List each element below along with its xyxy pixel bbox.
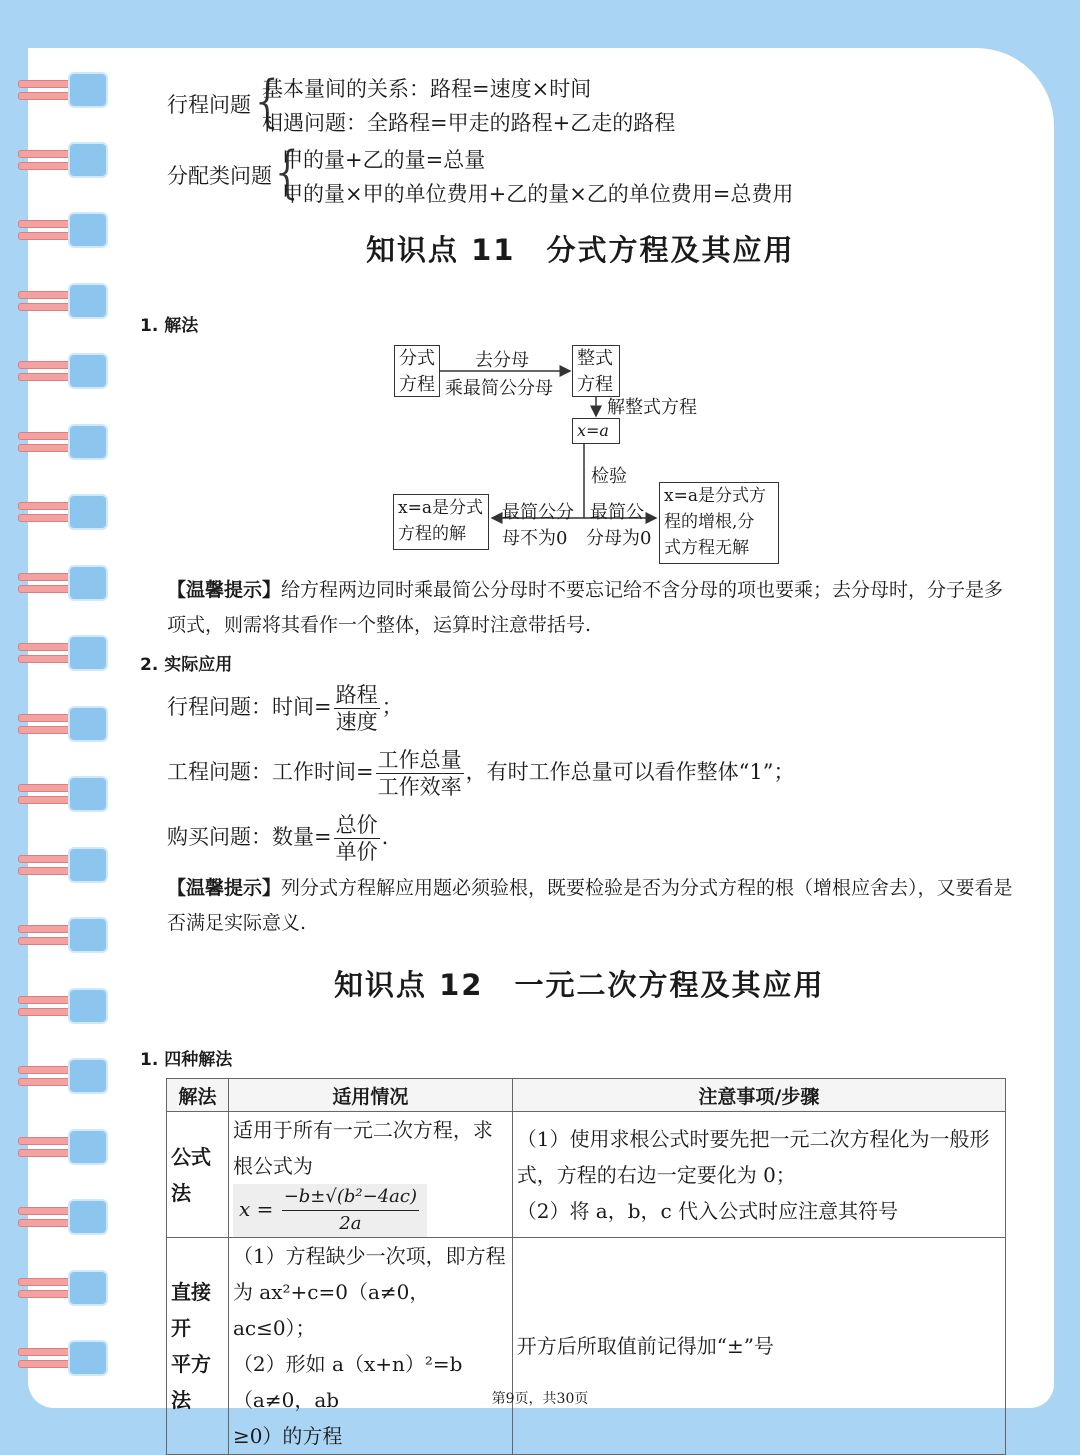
flow-label-check: 检验	[591, 466, 627, 487]
note-formula	[512, 1112, 1005, 1238]
header-case: 适用情况	[228, 1079, 512, 1112]
flow-text: x=a是分式	[398, 498, 483, 518]
brace: {	[250, 69, 286, 134]
ring	[18, 917, 108, 953]
flow-box-polynomial-eq	[572, 345, 620, 397]
flow-text: 式方程无解	[664, 538, 749, 558]
alloc-line-2: 甲的量×甲的单位费用+乙的量×乙的单位费用=总费用	[282, 182, 794, 206]
method-square-root	[167, 1238, 229, 1455]
application-work	[167, 747, 794, 800]
travel-line-1: 基本量间的关系：路程=速度×时间	[262, 77, 592, 101]
note-square-root: 开方后所取值前记得加“±”号	[512, 1238, 1005, 1455]
ring	[18, 776, 108, 812]
numerator: 工作总量	[377, 748, 462, 772]
method-text: 直接开	[171, 1280, 211, 1340]
header-note: 注意事项/步骤	[512, 1079, 1005, 1112]
denominator: 速度	[335, 710, 378, 734]
fraction-lhs: 工程问题：工作时间=	[167, 760, 374, 784]
flow-text: 方程	[577, 374, 613, 395]
numerator: 总价	[335, 813, 378, 837]
fraction	[334, 682, 380, 735]
application-travel	[167, 682, 403, 735]
tip-text: 给方程两边同时乘最简公分母时不要忘记给不含分母的项也要乘；去分母时，分子是多项式，则需将其看作一个整体，运算时注意带括号.	[167, 579, 1004, 636]
ring	[18, 1129, 108, 1165]
fraction	[334, 812, 380, 865]
note-text: 式，方程的右边一定要化为 0；	[516, 1162, 796, 1187]
header-method: 解法	[167, 1079, 229, 1112]
case-text: （2）形如 a（x+n）²=b（a≠0，ab	[232, 1352, 463, 1412]
flow-text: 整式	[577, 348, 613, 369]
flow-label-nonzero-2: 母不为0	[502, 528, 568, 549]
case-text: 适用于所有一元二次方程，求	[232, 1118, 493, 1142]
tip-head: 【温馨提示】	[167, 877, 282, 899]
note-text: （2）将 a，b，c 代入公式时应注意其符号	[516, 1198, 899, 1223]
note-text: （1）使用求根公式时要先把一元二次方程化为一般形	[516, 1126, 990, 1151]
denominator: 单价	[335, 840, 378, 864]
fraction-rhs: ；	[381, 695, 403, 719]
tip-head: 【温馨提示】	[167, 579, 282, 601]
k12-section-1: 1. 四种解法	[140, 1050, 233, 1070]
ring	[18, 847, 108, 883]
fraction-rhs: .	[381, 825, 389, 849]
flow-label-nonzero: 最简公分	[502, 502, 574, 523]
case-square-root	[228, 1238, 512, 1455]
k11-title: 知识点 11 分式方程及其应用	[366, 233, 795, 267]
alloc-line-1: 甲的量+乙的量=总量	[282, 148, 486, 172]
flow-text: 方程的解	[398, 524, 466, 544]
flow-box-extraneous-root	[659, 482, 779, 564]
fraction	[282, 1184, 419, 1237]
case-formula-line	[233, 1148, 508, 1237]
ring	[18, 1199, 108, 1235]
ring	[18, 1058, 108, 1094]
ring	[18, 706, 108, 742]
k11-section-1: 1. 解法	[140, 316, 199, 336]
flow-label-zero-2: 分母为0	[586, 528, 652, 549]
case-text: 为 ax²+c=0（a≠0，ac≤0）；	[232, 1280, 430, 1340]
denominator: 工作效率	[377, 775, 462, 799]
table-header-row	[167, 1079, 1006, 1112]
k11-section-2: 2. 实际应用	[140, 655, 233, 675]
ring	[18, 988, 108, 1024]
flow-box-fractional-eq	[394, 345, 440, 397]
table-row	[167, 1112, 1006, 1238]
alloc-label: 分配类问题	[167, 164, 272, 188]
k12-title: 知识点 12 一元二次方程及其应用	[334, 968, 825, 1002]
method-formula: 公式法	[167, 1112, 229, 1238]
case-text: （1）方程缺少一次项，即方程	[232, 1244, 506, 1268]
numerator: 路程	[335, 683, 378, 707]
flow-label-remove-denom: 去分母	[475, 350, 529, 371]
tip-1	[167, 573, 1017, 643]
travel-line-2: 相遇问题：全路程=甲走的路程+乙走的路程	[262, 111, 676, 135]
travel-label: 行程问题	[167, 93, 251, 117]
fraction-lhs: 购买问题：数量=	[167, 825, 332, 849]
tip-text: 列分式方程解应用题必须验根，既要检验是否为分式方程的根（增根应舍去），又要看是否满足实际意义.	[167, 877, 1013, 934]
table-row	[167, 1238, 1006, 1455]
flow-text: x=a是分式方	[664, 486, 766, 506]
flow-text: 程的增根,分	[664, 512, 755, 532]
ring	[18, 1340, 108, 1376]
flow-label-zero: 最简公	[590, 502, 644, 523]
fraction-lhs: 行程问题：时间=	[167, 695, 332, 719]
flow-label-multiply: 乘最简公分母	[445, 378, 553, 399]
flow-box-solution: x=a	[572, 418, 620, 444]
case-text: ≥0）的方程	[232, 1424, 343, 1448]
flow-box-valid-root	[393, 494, 489, 550]
numerator: −b±√(b²−4ac)	[282, 1184, 419, 1211]
brace: {	[270, 140, 306, 205]
flow-text: 方程	[399, 374, 435, 395]
tip-2	[167, 871, 1017, 941]
case-text: 根公式为	[232, 1154, 313, 1178]
quadratic-formula	[233, 1184, 427, 1237]
flow-text: 分式	[399, 348, 435, 369]
fraction	[376, 747, 464, 800]
application-purchase	[167, 812, 388, 865]
formula-lhs: x =	[238, 1197, 274, 1221]
page-footer: 第9页，共30页	[491, 1391, 589, 1407]
ring	[18, 635, 108, 671]
fraction-rhs: ，有时工作总量可以看作整体“1”；	[465, 760, 795, 784]
method-text: 平方法	[171, 1352, 211, 1412]
case-formula	[228, 1112, 512, 1238]
flow-label-solve: 解整式方程	[607, 397, 697, 418]
denominator: 2a	[339, 1213, 362, 1234]
ring	[18, 1270, 108, 1306]
